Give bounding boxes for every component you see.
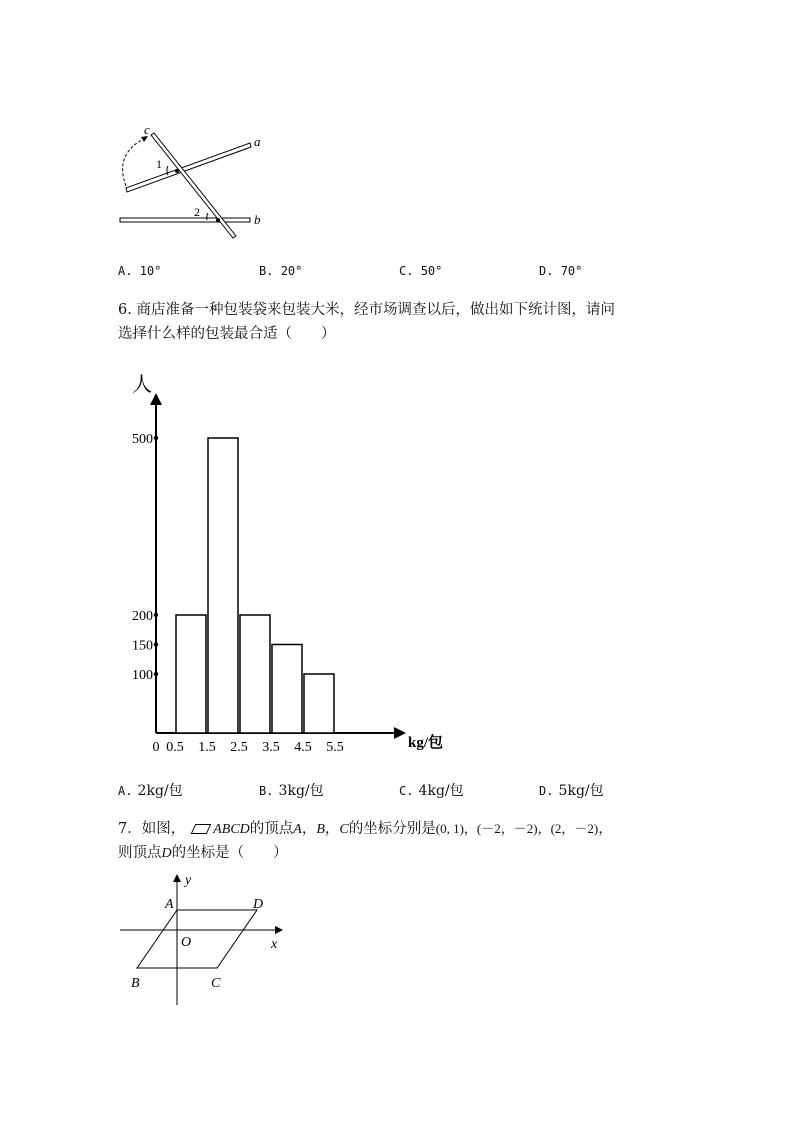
option-text: 5kg/包 [558, 783, 604, 799]
label-a: a [254, 134, 261, 149]
x-axis-label: kg/包 [408, 735, 444, 751]
separator: ， [324, 821, 340, 837]
label-y: y [185, 873, 192, 888]
q5-option-d[interactable] [539, 264, 582, 278]
q7-text: 的坐标是（ ） [171, 845, 288, 861]
label-B: B [131, 976, 140, 991]
option-key: A. [118, 264, 133, 278]
line-b [120, 218, 250, 222]
label-C: C [211, 976, 221, 991]
vertex-a: A [293, 822, 302, 837]
y-tick-dot [154, 672, 158, 676]
histogram-bar [208, 438, 238, 733]
option-text: 3kg/包 [278, 783, 324, 799]
q6-option-a[interactable] [118, 780, 183, 800]
q6-option-c[interactable] [399, 780, 464, 800]
q5-option-c[interactable] [399, 264, 442, 278]
q6-option-d[interactable] [539, 780, 604, 800]
shape-name: ABCD [213, 822, 250, 837]
y-axis-label: 人 [132, 374, 152, 396]
vertex-c: C [339, 822, 349, 837]
x-tick-label: 1.5 [198, 740, 216, 755]
option-key: C. [399, 264, 414, 278]
x-tick-label: 5.5 [326, 740, 344, 755]
histogram-bar [240, 615, 270, 733]
vertex-b: B [316, 822, 325, 837]
y-tick-label: 100 [132, 668, 153, 683]
x-tick-label: 4.5 [294, 740, 312, 755]
option-text: 10° [139, 264, 162, 278]
label-O: O [181, 935, 192, 950]
q7-text: 的顶点 [249, 821, 294, 837]
option-key: D. [539, 784, 554, 798]
q7-number: 7．如图， [118, 821, 186, 837]
x-tick-label: 3.5 [262, 740, 280, 755]
y-tick-dot [154, 613, 158, 617]
option-text: 4kg/包 [418, 783, 464, 799]
parallelogram-abcd [137, 910, 257, 968]
angle-1-arc [167, 166, 168, 175]
q6-option-b[interactable] [259, 780, 324, 800]
option-text: 50° [420, 264, 443, 278]
option-text: 2kg/包 [137, 783, 183, 799]
label-D: D [253, 897, 264, 912]
q5-option-a[interactable] [118, 264, 161, 278]
q7-text: 则顶点 [118, 845, 162, 861]
label-c: c [144, 122, 150, 137]
x-axis-arrow-icon [394, 727, 406, 739]
x-tick-label: 2.5 [230, 740, 248, 755]
separator: ， [301, 821, 317, 837]
histogram-chart [110, 365, 470, 765]
option-key: D. [539, 264, 554, 278]
option-key: A. [118, 784, 133, 798]
x-tick-label: 0 [152, 740, 160, 755]
option-text: 20° [280, 264, 303, 278]
y-tick-label: 500 [132, 432, 153, 447]
q6-line-1: 6. 商店准备一种包装袋来包装大米，经市场调查以后，做出如下统计图，请问 [118, 302, 615, 318]
intersection-point [216, 218, 220, 222]
line-a [126, 143, 251, 192]
intersection-point [175, 169, 179, 173]
q5-option-b[interactable] [259, 264, 302, 278]
label-b: b [254, 212, 261, 227]
vertex-d: D [161, 846, 172, 861]
histogram-bar [272, 645, 302, 734]
option-key: C. [399, 784, 414, 798]
x-tick-label: 0.5 [166, 740, 184, 755]
x-axis-arrow-icon [275, 926, 283, 934]
q7-line-1 [118, 817, 613, 842]
q7-text: 的坐标分别是 [348, 821, 436, 837]
y-tick-label: 150 [132, 638, 153, 654]
q6-line-2: 选择什么样的包装最合适（ ） [118, 326, 336, 342]
histogram-bar [304, 674, 334, 733]
option-key: B. [259, 784, 274, 798]
histogram-bar [176, 615, 206, 733]
rotation-arrow [123, 138, 146, 186]
y-axis-arrow-icon [173, 874, 181, 882]
label-angle-2: 2 [194, 205, 200, 219]
q7-line-2 [118, 841, 288, 866]
option-key: B. [259, 264, 274, 278]
option-text: 70° [560, 264, 583, 278]
q7-text: ， [598, 821, 613, 837]
q7-figure [115, 868, 295, 1008]
y-tick-dot [154, 642, 158, 646]
label-A: A [165, 897, 174, 912]
y-tick-label: 200 [132, 609, 153, 624]
q5-figure [110, 120, 280, 250]
y-tick-dot [154, 436, 158, 440]
label-angle-1: 1 [156, 157, 162, 171]
parallelogram-icon [191, 824, 212, 834]
coordinates: (0, 1)，(－2，－2)，(2，－2) [435, 821, 599, 836]
label-x: x [271, 937, 278, 952]
